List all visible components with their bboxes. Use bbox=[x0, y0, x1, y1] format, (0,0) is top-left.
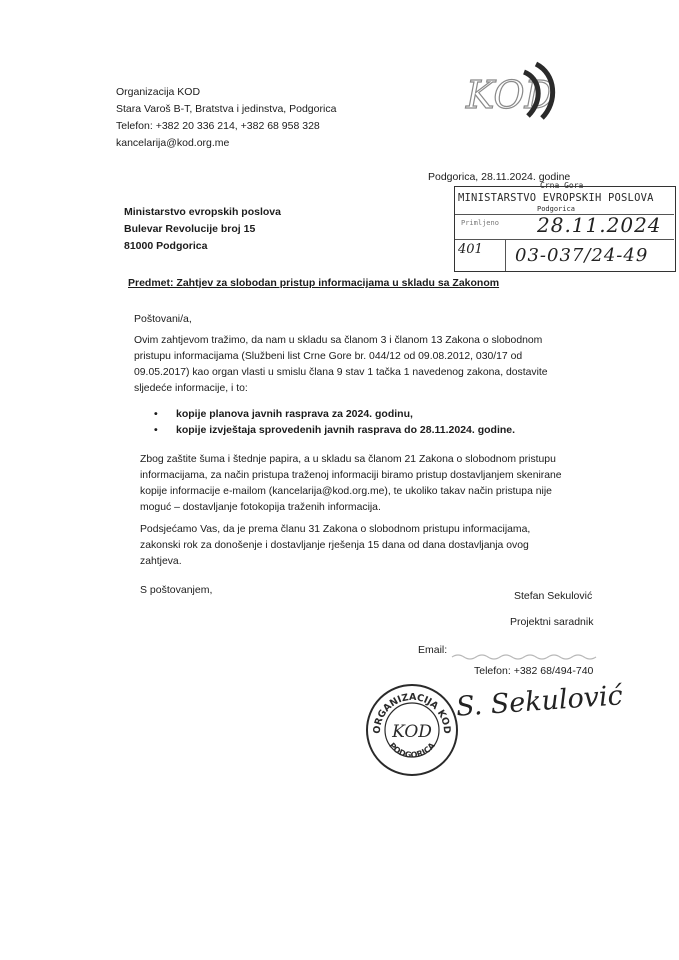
stamp-city: Podgorica bbox=[537, 205, 575, 213]
sender-name: Organizacija KOD bbox=[116, 86, 201, 98]
paragraph-line: Ovim zahtjevom tražimo, da nam u skladu sa članom 3 i članom 13 Zakona o slobodnom bbox=[134, 335, 543, 346]
paragraph-access-method bbox=[140, 452, 610, 516]
paragraph-deadline bbox=[140, 522, 610, 570]
recipient-block bbox=[124, 204, 281, 255]
paragraph-line: Zbog zaštite šuma i štednje papira, a u skladu sa članom 21 Zakona o slobodnom pristupu bbox=[140, 454, 556, 465]
paragraph-line: informacijama, za način pristupa traženoj informaciji biramo pristup dostavljanjem skenirane bbox=[140, 470, 562, 481]
recipient-city: 81000 Podgorica bbox=[124, 240, 208, 252]
logo-text: KOD bbox=[466, 73, 555, 117]
registry-stamp bbox=[454, 186, 676, 272]
closing: S poštovanjem, bbox=[140, 584, 213, 596]
paragraph-line: 09.05.2017) kao organ vlasti u smislu člana 9 stav 1 tačka 1 navedenog zakona, dostavite bbox=[134, 367, 548, 378]
recipient-street: Bulevar Revolucije broj 15 bbox=[124, 223, 256, 235]
paragraph-line: Podsjećamo Vas, da je prema članu 31 Zakona o slobodnom pristupu informacijama, bbox=[140, 524, 531, 535]
requested-items-list bbox=[154, 406, 515, 438]
stamp-date: 28.11.2024 bbox=[537, 213, 662, 237]
paragraph-line: pristupu informacijama (Službeni list Crne Gore br. 044/12 od 09.08.2012, 030/17 od bbox=[134, 351, 523, 362]
signatory-email-label: Email: bbox=[418, 644, 448, 656]
sender-email: kancelarija@kod.org.me bbox=[116, 137, 230, 149]
organization-seal bbox=[364, 682, 460, 778]
list-item: • kopije izvještaja sprovedenih javnih rasprava do 28.11.2024. godine. bbox=[154, 422, 515, 438]
signatory-email-illegible bbox=[450, 647, 600, 655]
svg-text:PODGORICA bbox=[387, 740, 437, 759]
seal-top-text: ORGANIZACIJA KOD bbox=[371, 691, 453, 735]
paragraph-line: zakonski rok za donošenje i dostavljanje rješenja 15 dana od dana dostavljanja ovog bbox=[140, 540, 529, 551]
signatory-name: Stefan Sekulović bbox=[514, 590, 593, 602]
paragraph-line: kopije informacije e-mailom (kancelarija@kod.org.me), te ukoliko takav način pristupa nije bbox=[140, 486, 552, 497]
paragraph-request bbox=[134, 333, 604, 397]
stamp-ministry: MINISTARSTVO EVROPSKIH POSLOVA bbox=[458, 192, 654, 204]
seal-center-text: KOD bbox=[392, 722, 432, 742]
handwritten-signature: S. Sekulović bbox=[455, 680, 624, 723]
stamp-received-label: Primljeno bbox=[461, 219, 499, 227]
stamp-country: Crna Gora bbox=[540, 181, 584, 190]
paragraph-line: sljedeće informacije, i to: bbox=[134, 383, 248, 394]
signatory-phone: Telefon: +382 68/494-740 bbox=[474, 665, 594, 677]
subject-line: Predmet: Zahtjev za slobodan pristup informacijama u skladu sa Zakonom bbox=[128, 277, 500, 289]
sender-phone: Telefon: +382 20 336 214, +382 68 958 328 bbox=[116, 120, 320, 132]
stamp-org-unit: 401 bbox=[458, 242, 483, 257]
sender-block bbox=[116, 84, 336, 152]
paragraph-line: zahtjeva. bbox=[140, 556, 182, 567]
seal-bottom-text: PODGORICA bbox=[387, 741, 437, 760]
salutation: Poštovani/a, bbox=[134, 313, 192, 325]
place-date: Podgorica, 28.11.2024. godine bbox=[428, 171, 571, 183]
recipient-name: Ministarstvo evropskih poslova bbox=[124, 206, 281, 218]
organization-logo bbox=[462, 58, 562, 126]
signatory-title: Projektni saradnik bbox=[510, 616, 594, 628]
stamp-file-number: 03-037/24-49 bbox=[515, 245, 649, 266]
list-item: • kopije planova javnih rasprava za 2024. godinu, bbox=[154, 406, 515, 422]
paragraph-line: moguć – dostavljanje fotokopija traženih informacija. bbox=[140, 502, 381, 513]
sender-address: Stara Varoš B-T, Bratstva i jedinstva, Podgorica bbox=[116, 103, 337, 115]
